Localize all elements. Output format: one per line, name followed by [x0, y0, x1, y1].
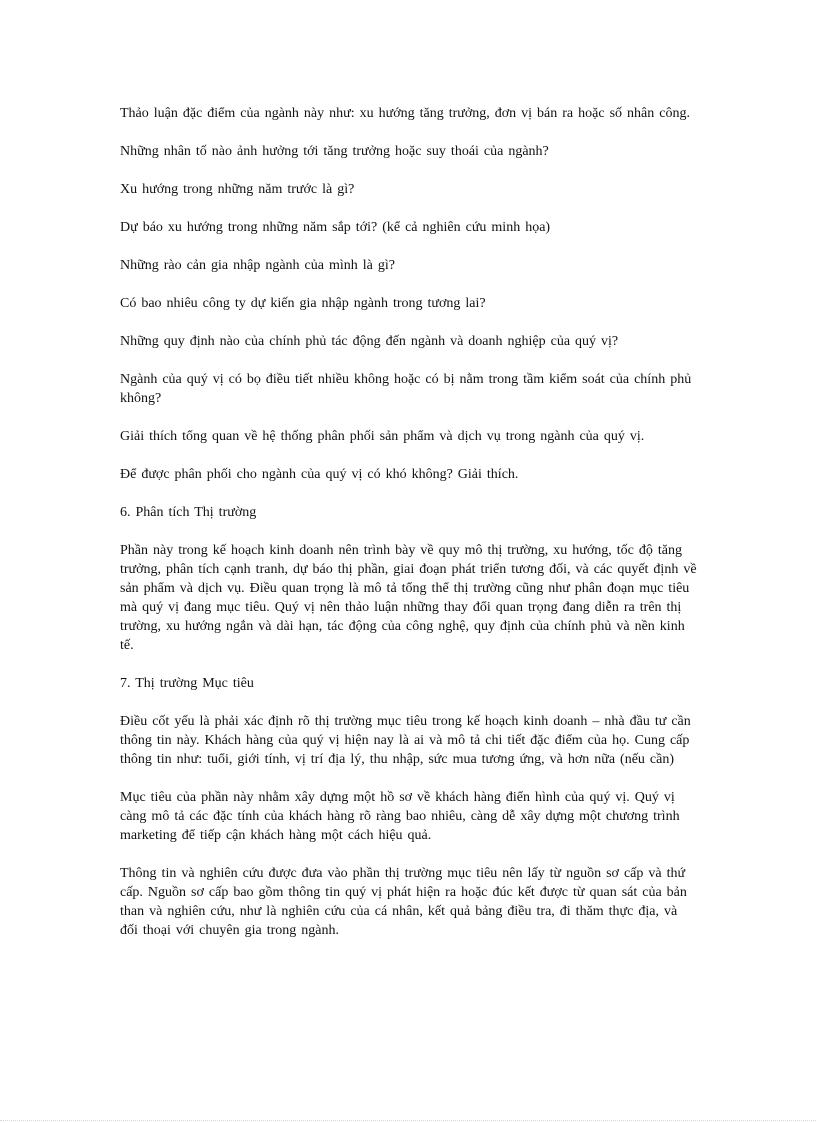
paragraph-future-trends: Dự báo xu hướng trong những năm sắp tới? (kể cả nghiên cứu minh họa) — [120, 220, 551, 235]
section-heading-target-market: 7. Thị trường Mục tiêu — [120, 676, 254, 691]
paragraph-industry-characteristics: Thảo luận đặc điểm của ngành này như: xu hướng tăng trưởng, đơn vị bán ra hoặc số nhân công. — [120, 106, 690, 121]
paragraph-customer-profile: Mục tiêu của phần này nhằm xây dựng một hồ sơ về khách hàng điển hình của quý vị. Quý vị càng mô tả các đặc tính của khách hàng rõ ràng bao nhiêu, càng dễ xây dựng một chương trình marketing để tiếp cận khách hàng một cách hiệu quả. — [120, 790, 680, 843]
paragraph-new-entrants: Có bao nhiêu công ty dự kiến gia nhập ngành trong tương lai? — [120, 296, 486, 311]
paragraph-past-trends: Xu hướng trong những năm trước là gì? — [120, 182, 355, 197]
document-body — [120, 104, 700, 959]
paragraph-growth-factors: Những nhân tố nào ảnh hưởng tới tăng trưởng hoặc suy thoái của ngành? — [120, 144, 549, 159]
paragraph-entry-barriers: Những rào cản gia nhập ngành của mình là gì? — [120, 258, 395, 273]
page-bottom-divider — [0, 1120, 816, 1121]
paragraph-regulation-control: Ngành của quý vị có bọ điều tiết nhiều không hoặc có bị nằm trong tầm kiểm soát của chính phủ không? — [120, 372, 692, 406]
paragraph-research-sources: Thông tin và nghiên cứu được đưa vào phần thị trường mục tiêu nên lấy từ nguồn sơ cấp và thứ cấp. Nguồn sơ cấp bao gồm thông tin quý vị phát hiện ra hoặc đúc kết được từ quan sát của bản than và nghiên cứu, như là nghiên cứu của cá nhân, kết quả bảng điều tra, đi thăm thực địa, và đối thoại với chuyên gia trong ngành. — [120, 866, 687, 938]
paragraph-government-regulations: Những quy định nào của chính phủ tác động đến ngành và doanh nghiệp của quý vị? — [120, 334, 619, 349]
section-heading-market-analysis: 6. Phân tích Thị trường — [120, 505, 257, 520]
paragraph-target-market-definition: Điều cốt yếu là phải xác định rõ thị trường mục tiêu trong kế hoạch kinh doanh – nhà đầu tư cần thông tin này. Khách hàng của quý vị hiện nay là ai và mô tả chi tiết đặc điểm của họ. Cung cấp thông tin như: tuổi, giới tính, vị trí địa lý, thu nhập, sức mua tương ứng, và hơn nữa (nếu cần) — [120, 714, 691, 767]
paragraph-distribution-difficulty: Để được phân phối cho ngành của quý vị có khó không? Giải thích. — [120, 467, 519, 482]
paragraph-distribution-system: Giải thích tổng quan về hệ thống phân phối sản phẩm và dịch vụ trong ngành của quý vị. — [120, 429, 645, 444]
paragraph-market-analysis: Phần này trong kế hoạch kinh doanh nên trình bày về quy mô thị trường, xu hướng, tốc độ tăng trưởng, phân tích cạnh tranh, dự báo thị phần, giai đoạn phát triển tương đối, và các quyết định về sản phẩm và dịch vụ. Điều quan trọng là mô tả tổng thể thị trường cũng như phân đoạn mục tiêu mà quý vị đang mục tiêu. Quý vị nên thảo luận những thay đổi quan trọng đang diễn ra trên thị trường, xu hướng ngắn và dài hạn, tác động của công nghệ, quy định của chính phủ và nền kinh tế. — [120, 543, 697, 653]
